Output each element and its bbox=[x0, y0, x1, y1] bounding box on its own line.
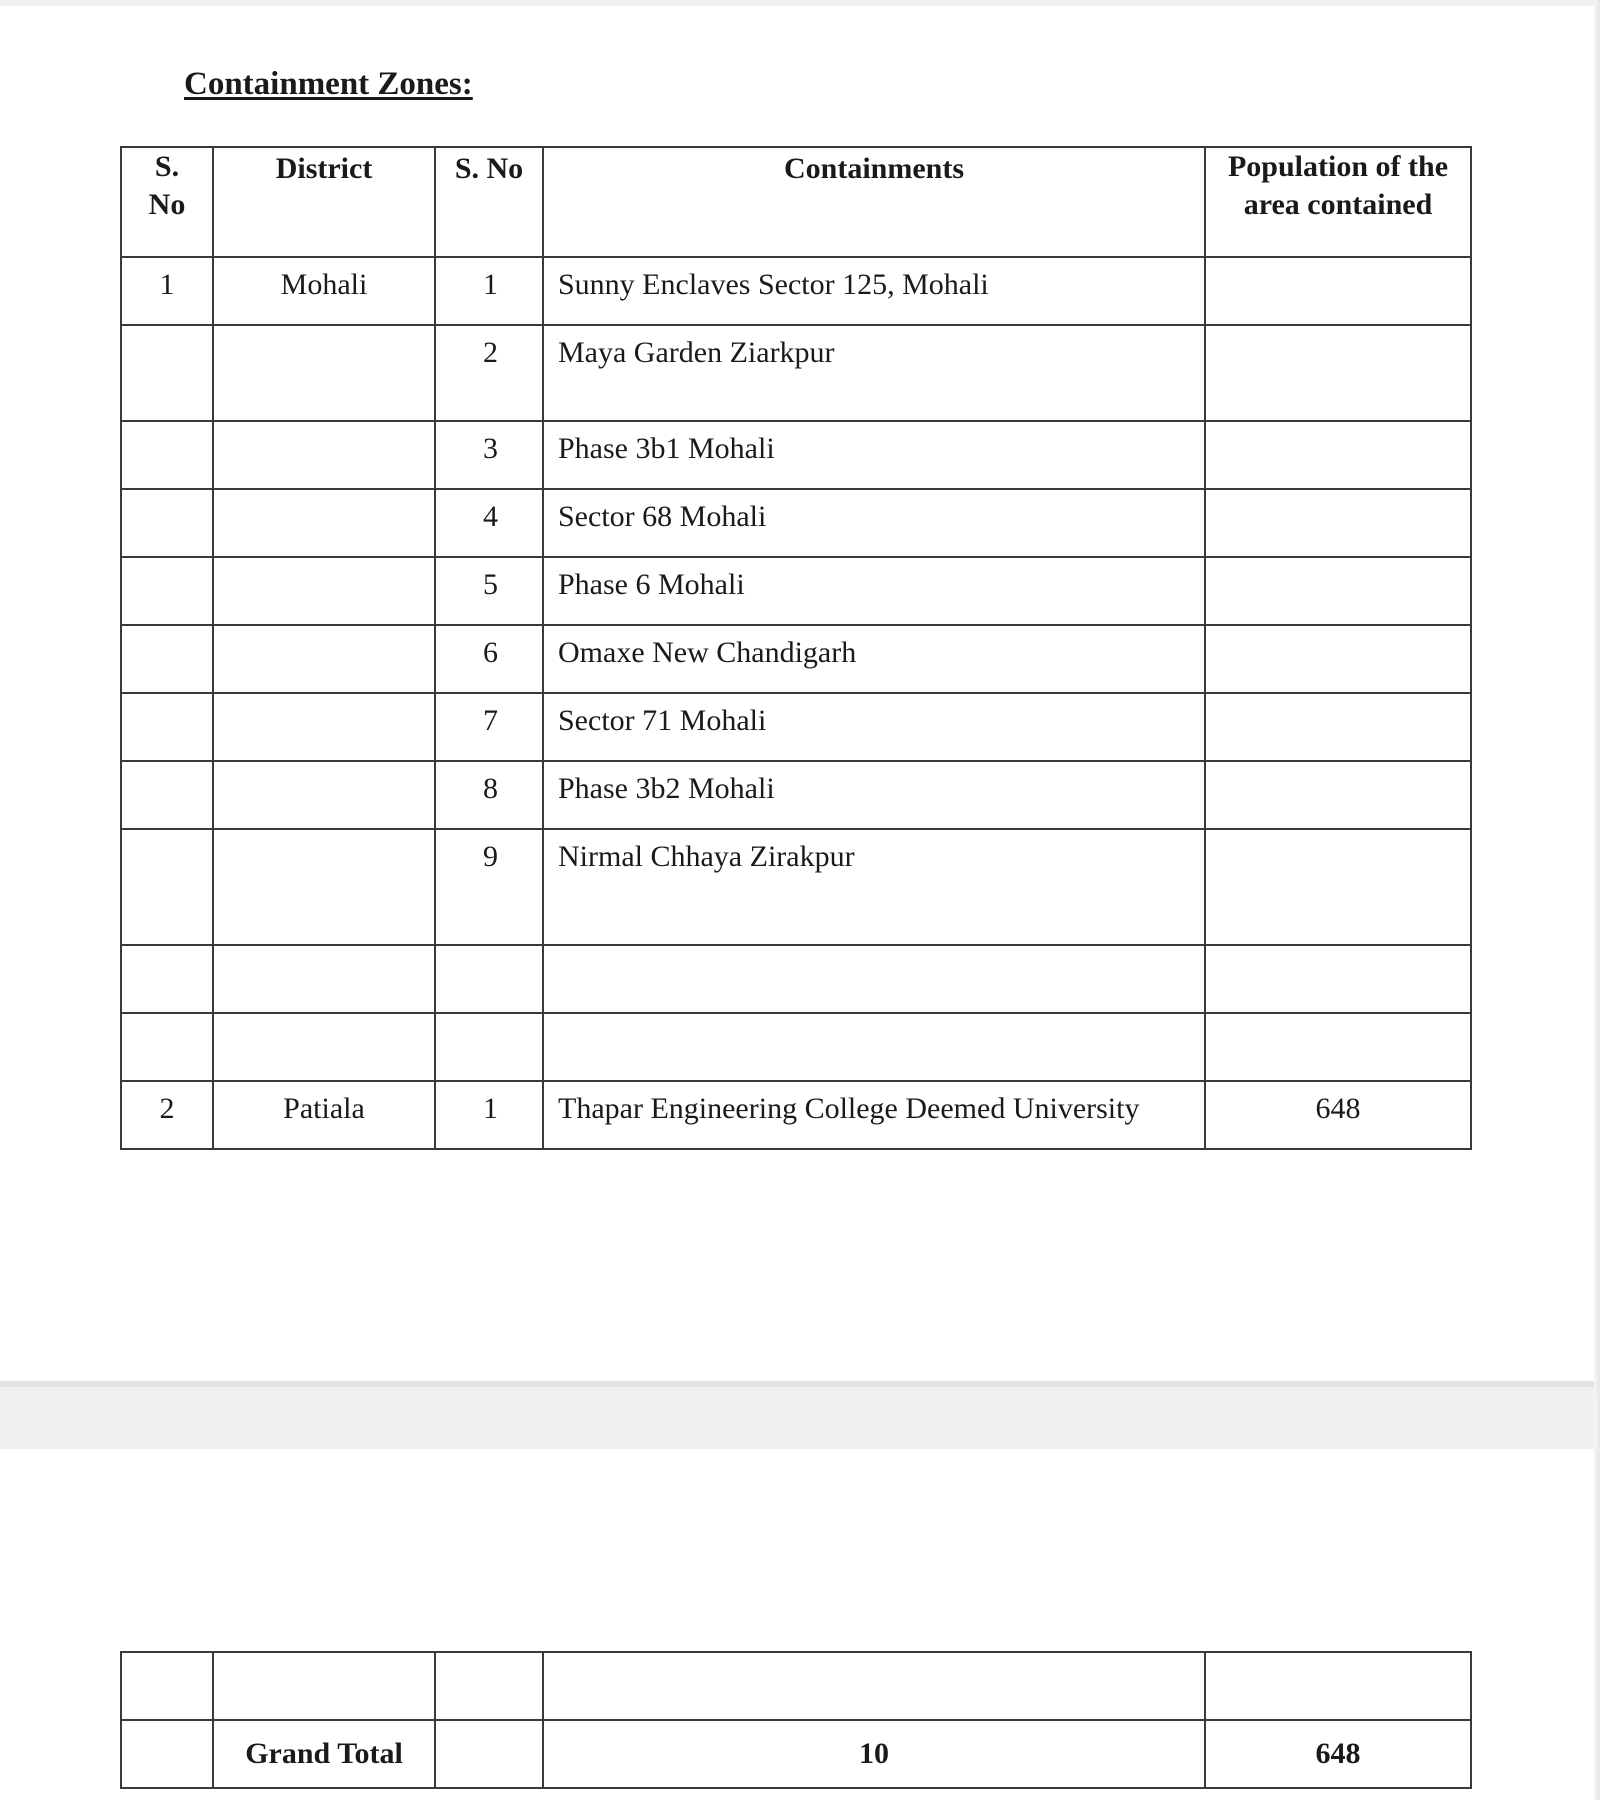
table-row bbox=[121, 693, 1471, 761]
cell-serial-number bbox=[121, 1013, 213, 1081]
cell-district bbox=[213, 945, 435, 1013]
page-edge-shadow bbox=[1594, 0, 1600, 1800]
table-row bbox=[121, 945, 1471, 1013]
grand-total-label: Grand Total bbox=[213, 1720, 435, 1788]
header-population: Population of the area contained bbox=[1205, 147, 1471, 257]
cell-district bbox=[213, 489, 435, 557]
cell-containment: Nirmal Chhaya Zirakpur bbox=[543, 829, 1205, 945]
cell-serial-number bbox=[121, 625, 213, 693]
cell-population: 648 bbox=[1205, 1081, 1471, 1149]
cell-population bbox=[1205, 945, 1471, 1013]
cell-sub-serial-number: 9 bbox=[435, 829, 543, 945]
cell-containment: Maya Garden Ziarkpur bbox=[543, 325, 1205, 421]
cell-sub-serial-number: 7 bbox=[435, 693, 543, 761]
header-sub-serial-number: S. No bbox=[435, 147, 543, 257]
cell-serial-number bbox=[121, 945, 213, 1013]
cell-population bbox=[1205, 325, 1471, 421]
table-row bbox=[121, 489, 1471, 557]
cell-district bbox=[213, 625, 435, 693]
grand-total-containments: 10 bbox=[543, 1720, 1205, 1788]
table-row bbox=[121, 1081, 1471, 1149]
table-row bbox=[121, 1013, 1471, 1081]
cell-sub-serial-number: 1 bbox=[435, 257, 543, 325]
cell-district bbox=[213, 1013, 435, 1081]
cell-sub-serial-number: 8 bbox=[435, 761, 543, 829]
cell-population bbox=[1205, 761, 1471, 829]
cell-population bbox=[1205, 557, 1471, 625]
cell-containment bbox=[543, 1013, 1205, 1081]
table-row bbox=[121, 421, 1471, 489]
cell-district bbox=[213, 829, 435, 945]
cell-district: Mohali bbox=[213, 257, 435, 325]
table-body bbox=[121, 257, 1471, 1149]
cell-containment: Phase 6 Mohali bbox=[543, 557, 1205, 625]
cell-population bbox=[1205, 489, 1471, 557]
cell-sub-serial-number: 2 bbox=[435, 325, 543, 421]
cell-serial-number bbox=[121, 557, 213, 625]
cell-district bbox=[213, 325, 435, 421]
header-serial-number: S. No bbox=[121, 147, 213, 257]
cell-serial-number: 1 bbox=[121, 257, 213, 325]
cell-district bbox=[213, 693, 435, 761]
cell-population bbox=[1205, 1013, 1471, 1081]
cell-serial-number bbox=[121, 421, 213, 489]
cell-sub-serial-number bbox=[435, 945, 543, 1013]
cell-containment: Thapar Engineering College Deemed University bbox=[543, 1081, 1205, 1149]
cell-sub-serial-number: 3 bbox=[435, 421, 543, 489]
cell-containment: Sector 71 Mohali bbox=[543, 693, 1205, 761]
cell-serial-number bbox=[121, 325, 213, 421]
cell-sub-serial-number bbox=[435, 1013, 543, 1081]
page-separator bbox=[0, 1381, 1600, 1449]
table-row bbox=[121, 557, 1471, 625]
cell-containment bbox=[543, 945, 1205, 1013]
grand-total-table bbox=[120, 1651, 1472, 1789]
header-district: District bbox=[213, 147, 435, 257]
cell-containment: Phase 3b1 Mohali bbox=[543, 421, 1205, 489]
cell-serial-number: 2 bbox=[121, 1081, 213, 1149]
grand-total-row bbox=[121, 1720, 1471, 1788]
header-containments: Containments bbox=[543, 147, 1205, 257]
cell-population bbox=[1205, 693, 1471, 761]
cell-district: Patiala bbox=[213, 1081, 435, 1149]
table-row bbox=[121, 829, 1471, 945]
section-heading: Containment Zones: bbox=[184, 66, 473, 102]
containment-table bbox=[120, 146, 1472, 1150]
grand-total-population: 648 bbox=[1205, 1720, 1471, 1788]
cell-population bbox=[1205, 421, 1471, 489]
table-row bbox=[121, 625, 1471, 693]
table-row bbox=[121, 325, 1471, 421]
cell-district bbox=[213, 761, 435, 829]
cell-sub-serial-number: 1 bbox=[435, 1081, 543, 1149]
cell-containment: Sector 68 Mohali bbox=[543, 489, 1205, 557]
table-row bbox=[121, 257, 1471, 325]
table-row-blank bbox=[121, 1652, 1471, 1720]
cell-serial-number bbox=[121, 693, 213, 761]
cell-sub-serial-number: 6 bbox=[435, 625, 543, 693]
cell-population bbox=[1205, 829, 1471, 945]
table-row bbox=[121, 761, 1471, 829]
cell-containment: Omaxe New Chandigarh bbox=[543, 625, 1205, 693]
table-header-row bbox=[121, 147, 1471, 257]
cell-containment: Phase 3b2 Mohali bbox=[543, 761, 1205, 829]
cell-containment: Sunny Enclaves Sector 125, Mohali bbox=[543, 257, 1205, 325]
cell-serial-number bbox=[121, 829, 213, 945]
cell-serial-number bbox=[121, 761, 213, 829]
cell-serial-number bbox=[121, 489, 213, 557]
cell-sub-serial-number: 5 bbox=[435, 557, 543, 625]
cell-population bbox=[1205, 257, 1471, 325]
cell-district bbox=[213, 557, 435, 625]
cell-sub-serial-number: 4 bbox=[435, 489, 543, 557]
cell-population bbox=[1205, 625, 1471, 693]
cell-district bbox=[213, 421, 435, 489]
